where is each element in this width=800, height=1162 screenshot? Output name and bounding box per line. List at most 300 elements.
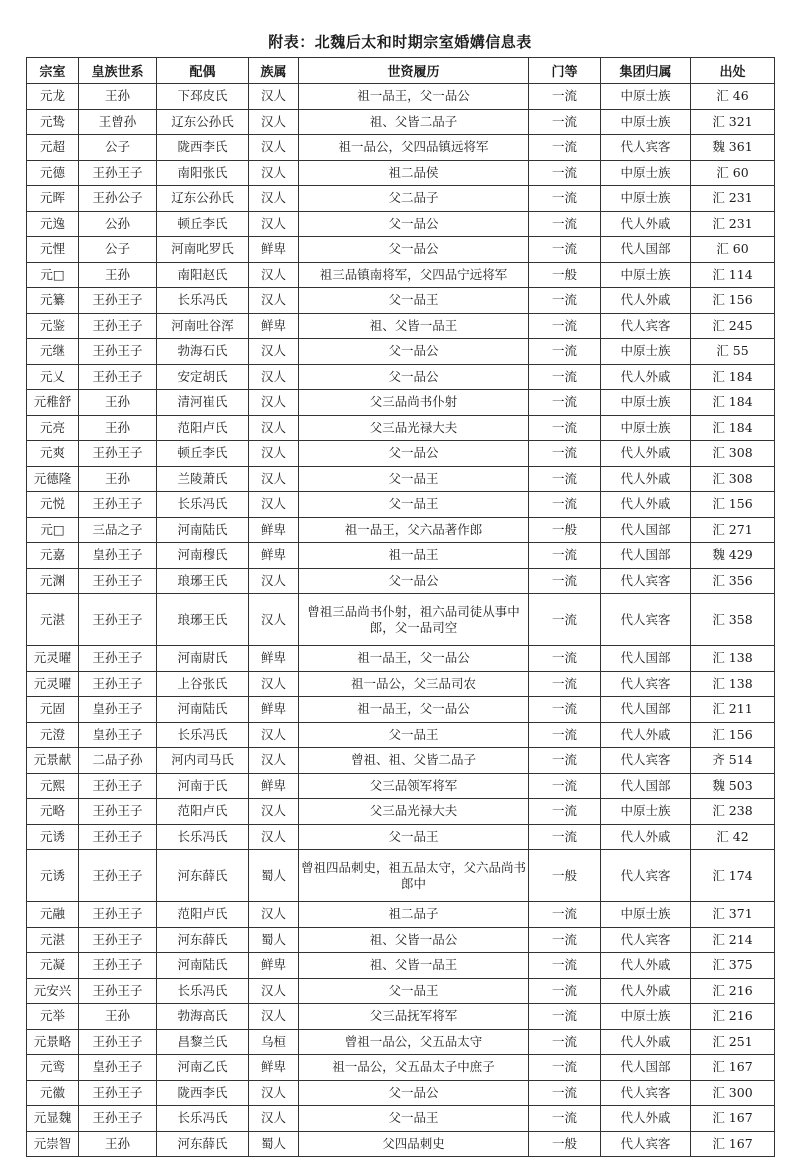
cell-rank: 一流 xyxy=(529,773,601,799)
cell-source: 汇 156 xyxy=(691,492,775,518)
cell-history: 父一品公 xyxy=(299,211,529,237)
cell-rank: 一流 xyxy=(529,594,601,646)
table-row xyxy=(27,390,775,416)
cell-group: 代人外戚 xyxy=(601,953,691,979)
cell-ethnic: 鲜卑 xyxy=(249,1055,299,1081)
cell-group: 中原士族 xyxy=(601,390,691,416)
cell-name: 元略 xyxy=(27,799,79,825)
cell-history: 祖三品镇南将军，父四品宁远将军 xyxy=(299,262,529,288)
table-row xyxy=(27,646,775,672)
cell-history: 父一品王 xyxy=(299,978,529,1004)
cell-rank: 一般 xyxy=(529,850,601,902)
cell-source: 汇 156 xyxy=(691,722,775,748)
cell-spouse: 勃海高氏 xyxy=(157,1004,249,1030)
cell-group: 代人外戚 xyxy=(601,211,691,237)
cell-group: 代人宾客 xyxy=(601,135,691,161)
cell-lineage: 皇孙王子 xyxy=(79,697,157,723)
cell-spouse: 辽东公孙氏 xyxy=(157,186,249,212)
cell-rank: 一流 xyxy=(529,543,601,569)
cell-name: 元鸷 xyxy=(27,109,79,135)
cell-ethnic: 鲜卑 xyxy=(249,773,299,799)
cell-history: 父一品公 xyxy=(299,441,529,467)
cell-group: 中原士族 xyxy=(601,186,691,212)
table-row xyxy=(27,492,775,518)
cell-group: 代人国部 xyxy=(601,697,691,723)
cell-group: 中原士族 xyxy=(601,415,691,441)
table-row xyxy=(27,953,775,979)
cell-source: 汇 245 xyxy=(691,313,775,339)
cell-lineage: 王孙公子 xyxy=(79,186,157,212)
cell-name: 元景略 xyxy=(27,1029,79,1055)
table-row xyxy=(27,1004,775,1030)
cell-source: 汇 231 xyxy=(691,186,775,212)
cell-group: 中原士族 xyxy=(601,799,691,825)
table-row xyxy=(27,211,775,237)
cell-name: 元龙 xyxy=(27,84,79,110)
cell-history: 父三品尚书仆射 xyxy=(299,390,529,416)
cell-ethnic: 汉人 xyxy=(249,671,299,697)
cell-spouse: 河南叱罗氏 xyxy=(157,237,249,263)
cell-rank: 一流 xyxy=(529,237,601,263)
table-row xyxy=(27,773,775,799)
cell-history: 曾祖一品公，父五品太守 xyxy=(299,1029,529,1055)
cell-lineage: 王孙王子 xyxy=(79,1029,157,1055)
cell-group: 代人外戚 xyxy=(601,364,691,390)
cell-group: 代人宾客 xyxy=(601,927,691,953)
header-ethnic: 族属 xyxy=(249,58,299,84)
cell-ethnic: 鲜卑 xyxy=(249,646,299,672)
cell-lineage: 王孙 xyxy=(79,84,157,110)
cell-ethnic: 汉人 xyxy=(249,390,299,416)
cell-lineage: 王孙 xyxy=(79,390,157,416)
cell-ethnic: 鲜卑 xyxy=(249,313,299,339)
cell-history: 父一品公 xyxy=(299,1080,529,1106)
cell-name: 元嘉 xyxy=(27,543,79,569)
cell-lineage: 王孙王子 xyxy=(79,288,157,314)
cell-name: 元凝 xyxy=(27,953,79,979)
cell-ethnic: 汉人 xyxy=(249,824,299,850)
cell-history: 曾祖四品刺史，祖五品太守，父六品尚书郎中 xyxy=(299,850,529,902)
cell-lineage: 王孙 xyxy=(79,1131,157,1157)
cell-rank: 一流 xyxy=(529,697,601,723)
cell-name: 元纂 xyxy=(27,288,79,314)
cell-name: 元熙 xyxy=(27,773,79,799)
cell-source: 汇 55 xyxy=(691,339,775,365)
table-row xyxy=(27,850,775,902)
cell-lineage: 王孙王子 xyxy=(79,594,157,646)
cell-history: 父一品王 xyxy=(299,722,529,748)
cell-spouse: 范阳卢氏 xyxy=(157,415,249,441)
cell-group: 代人宾客 xyxy=(601,850,691,902)
cell-source: 汇 174 xyxy=(691,850,775,902)
cell-rank: 一般 xyxy=(529,1131,601,1157)
cell-rank: 一流 xyxy=(529,568,601,594)
cell-name: 元超 xyxy=(27,135,79,161)
cell-source: 汇 216 xyxy=(691,978,775,1004)
cell-rank: 一流 xyxy=(529,364,601,390)
cell-source: 魏 361 xyxy=(691,135,775,161)
cell-group: 代人国部 xyxy=(601,237,691,263)
cell-source: 汇 356 xyxy=(691,568,775,594)
cell-group: 代人宾客 xyxy=(601,1080,691,1106)
cell-lineage: 王孙王子 xyxy=(79,160,157,186)
cell-group: 代人国部 xyxy=(601,773,691,799)
table-row xyxy=(27,466,775,492)
cell-spouse: 范阳卢氏 xyxy=(157,902,249,928)
cell-history: 父一品公 xyxy=(299,237,529,263)
cell-source: 汇 271 xyxy=(691,517,775,543)
table-row xyxy=(27,84,775,110)
table-row xyxy=(27,441,775,467)
cell-lineage: 王孙王子 xyxy=(79,978,157,1004)
cell-rank: 一般 xyxy=(529,517,601,543)
header-source: 出处 xyxy=(691,58,775,84)
cell-spouse: 顿丘李氏 xyxy=(157,441,249,467)
cell-lineage: 王孙王子 xyxy=(79,492,157,518)
cell-lineage: 王孙王子 xyxy=(79,364,157,390)
cell-lineage: 公子 xyxy=(79,237,157,263)
cell-rank: 一流 xyxy=(529,978,601,1004)
cell-group: 代人外戚 xyxy=(601,288,691,314)
cell-spouse: 勃海石氏 xyxy=(157,339,249,365)
table-row xyxy=(27,186,775,212)
cell-name: 元灵曜 xyxy=(27,671,79,697)
cell-spouse: 顿丘李氏 xyxy=(157,211,249,237)
cell-history: 祖二品子 xyxy=(299,902,529,928)
cell-spouse: 琅琊王氏 xyxy=(157,568,249,594)
cell-source: 汇 184 xyxy=(691,364,775,390)
cell-name: 元灵曜 xyxy=(27,646,79,672)
cell-source: 汇 138 xyxy=(691,646,775,672)
cell-history: 祖一品王，父一品公 xyxy=(299,697,529,723)
cell-spouse: 陇西李氏 xyxy=(157,1080,249,1106)
cell-history: 祖一品公，父三品司农 xyxy=(299,671,529,697)
header-row xyxy=(27,58,775,84)
cell-spouse: 南阳张氏 xyxy=(157,160,249,186)
cell-name: 元徽 xyxy=(27,1080,79,1106)
cell-group: 代人国部 xyxy=(601,543,691,569)
cell-history: 祖一品王，父六品著作郎 xyxy=(299,517,529,543)
cell-group: 代人外戚 xyxy=(601,824,691,850)
cell-spouse: 长乐冯氏 xyxy=(157,288,249,314)
cell-ethnic: 汉人 xyxy=(249,978,299,1004)
cell-history: 父二品子 xyxy=(299,186,529,212)
cell-spouse: 兰陵萧氏 xyxy=(157,466,249,492)
cell-group: 代人宾客 xyxy=(601,748,691,774)
cell-ethnic: 汉人 xyxy=(249,1080,299,1106)
cell-spouse: 南阳赵氏 xyxy=(157,262,249,288)
cell-source: 汇 60 xyxy=(691,237,775,263)
table-row xyxy=(27,671,775,697)
cell-ethnic: 汉人 xyxy=(249,1106,299,1132)
cell-rank: 一流 xyxy=(529,441,601,467)
cell-spouse: 安定胡氏 xyxy=(157,364,249,390)
cell-name: 元晖 xyxy=(27,186,79,212)
cell-rank: 一流 xyxy=(529,1106,601,1132)
header-history: 世资履历 xyxy=(299,58,529,84)
cell-lineage: 王孙 xyxy=(79,466,157,492)
cell-source: 汇 167 xyxy=(691,1106,775,1132)
cell-lineage: 皇孙王子 xyxy=(79,722,157,748)
cell-group: 中原士族 xyxy=(601,339,691,365)
cell-lineage: 王孙 xyxy=(79,415,157,441)
cell-history: 父三品光禄大夫 xyxy=(299,415,529,441)
cell-name: 元亮 xyxy=(27,415,79,441)
header-spouse: 配偶 xyxy=(157,58,249,84)
cell-group: 代人外戚 xyxy=(601,1029,691,1055)
cell-history: 祖一品王 xyxy=(299,543,529,569)
cell-spouse: 辽东公孙氏 xyxy=(157,109,249,135)
cell-name: 元□ xyxy=(27,517,79,543)
cell-source: 魏 429 xyxy=(691,543,775,569)
cell-ethnic: 鲜卑 xyxy=(249,697,299,723)
cell-rank: 一流 xyxy=(529,722,601,748)
cell-name: 元融 xyxy=(27,902,79,928)
cell-history: 祖、父皆一品公 xyxy=(299,927,529,953)
cell-lineage: 三品之子 xyxy=(79,517,157,543)
cell-ethnic: 汉人 xyxy=(249,288,299,314)
cell-spouse: 长乐冯氏 xyxy=(157,1106,249,1132)
cell-rank: 一流 xyxy=(529,211,601,237)
cell-history: 祖、父皆一品王 xyxy=(299,313,529,339)
cell-ethnic: 汉人 xyxy=(249,748,299,774)
cell-lineage: 王孙王子 xyxy=(79,568,157,594)
cell-spouse: 长乐冯氏 xyxy=(157,978,249,1004)
cell-group: 中原士族 xyxy=(601,109,691,135)
cell-rank: 一流 xyxy=(529,109,601,135)
cell-name: 元固 xyxy=(27,697,79,723)
cell-lineage: 王孙王子 xyxy=(79,799,157,825)
table-row xyxy=(27,517,775,543)
cell-group: 代人宾客 xyxy=(601,594,691,646)
header-group: 集团归属 xyxy=(601,58,691,84)
cell-spouse: 河南陆氏 xyxy=(157,953,249,979)
cell-name: 元湛 xyxy=(27,594,79,646)
cell-name: 元□ xyxy=(27,262,79,288)
cell-rank: 一流 xyxy=(529,1029,601,1055)
cell-rank: 一流 xyxy=(529,186,601,212)
cell-source: 汇 167 xyxy=(691,1131,775,1157)
cell-name: 元德 xyxy=(27,160,79,186)
header-rank: 门等 xyxy=(529,58,601,84)
cell-rank: 一般 xyxy=(529,262,601,288)
cell-lineage: 王曾孙 xyxy=(79,109,157,135)
cell-spouse: 河南乙氏 xyxy=(157,1055,249,1081)
cell-rank: 一流 xyxy=(529,902,601,928)
cell-rank: 一流 xyxy=(529,1004,601,1030)
cell-ethnic: 鲜卑 xyxy=(249,517,299,543)
cell-lineage: 公孙 xyxy=(79,211,157,237)
cell-source: 汇 211 xyxy=(691,697,775,723)
cell-lineage: 二品子孙 xyxy=(79,748,157,774)
cell-ethnic: 鲜卑 xyxy=(249,543,299,569)
cell-history: 父三品领军将军 xyxy=(299,773,529,799)
cell-name: 元崇智 xyxy=(27,1131,79,1157)
cell-ethnic: 汉人 xyxy=(249,1004,299,1030)
cell-ethnic: 汉人 xyxy=(249,262,299,288)
cell-group: 代人宾客 xyxy=(601,313,691,339)
cell-name: 元乂 xyxy=(27,364,79,390)
cell-lineage: 王孙 xyxy=(79,262,157,288)
cell-ethnic: 汉人 xyxy=(249,799,299,825)
cell-group: 中原士族 xyxy=(601,84,691,110)
cell-history: 父一品公 xyxy=(299,339,529,365)
cell-rank: 一流 xyxy=(529,646,601,672)
cell-rank: 一流 xyxy=(529,313,601,339)
cell-group: 代人外戚 xyxy=(601,1106,691,1132)
cell-lineage: 王孙王子 xyxy=(79,953,157,979)
cell-source: 魏 503 xyxy=(691,773,775,799)
cell-name: 元景献 xyxy=(27,748,79,774)
table-row xyxy=(27,109,775,135)
cell-rank: 一流 xyxy=(529,135,601,161)
cell-lineage: 公子 xyxy=(79,135,157,161)
cell-spouse: 陇西李氏 xyxy=(157,135,249,161)
cell-group: 代人外戚 xyxy=(601,492,691,518)
cell-ethnic: 鲜卑 xyxy=(249,237,299,263)
cell-ethnic: 汉人 xyxy=(249,186,299,212)
marriage-info-table xyxy=(26,57,775,1157)
cell-spouse: 河南陆氏 xyxy=(157,517,249,543)
cell-ethnic: 汉人 xyxy=(249,364,299,390)
cell-name: 元德隆 xyxy=(27,466,79,492)
cell-spouse: 清河崔氏 xyxy=(157,390,249,416)
cell-rank: 一流 xyxy=(529,1055,601,1081)
cell-ethnic: 蜀人 xyxy=(249,1131,299,1157)
cell-ethnic: 汉人 xyxy=(249,441,299,467)
table-row xyxy=(27,1055,775,1081)
cell-lineage: 王孙王子 xyxy=(79,646,157,672)
cell-spouse: 河南于氏 xyxy=(157,773,249,799)
header-name: 宗室 xyxy=(27,58,79,84)
cell-history: 曾祖三品尚书仆射，祖六品司徒从事中郎，父一品司空 xyxy=(299,594,529,646)
table-row xyxy=(27,1106,775,1132)
cell-name: 元爽 xyxy=(27,441,79,467)
cell-lineage: 王孙王子 xyxy=(79,313,157,339)
cell-name: 元渊 xyxy=(27,568,79,594)
cell-source: 汇 216 xyxy=(691,1004,775,1030)
cell-history: 父一品王 xyxy=(299,1106,529,1132)
table-row xyxy=(27,902,775,928)
cell-group: 代人国部 xyxy=(601,646,691,672)
header-lineage: 皇族世系 xyxy=(79,58,157,84)
cell-rank: 一流 xyxy=(529,390,601,416)
table-row xyxy=(27,237,775,263)
cell-group: 代人国部 xyxy=(601,1055,691,1081)
cell-history: 父一品王 xyxy=(299,492,529,518)
cell-rank: 一流 xyxy=(529,671,601,697)
cell-rank: 一流 xyxy=(529,339,601,365)
cell-ethnic: 汉人 xyxy=(249,109,299,135)
cell-lineage: 皇孙王子 xyxy=(79,543,157,569)
cell-history: 祖一品公，父五品太子中庶子 xyxy=(299,1055,529,1081)
cell-rank: 一流 xyxy=(529,492,601,518)
cell-rank: 一流 xyxy=(529,466,601,492)
table-row xyxy=(27,1080,775,1106)
cell-source: 汇 184 xyxy=(691,390,775,416)
table-row xyxy=(27,927,775,953)
cell-source: 汇 156 xyxy=(691,288,775,314)
cell-ethnic: 汉人 xyxy=(249,722,299,748)
cell-name: 元安兴 xyxy=(27,978,79,1004)
cell-spouse: 河东薛氏 xyxy=(157,1131,249,1157)
table-row xyxy=(27,748,775,774)
cell-history: 祖一品公，父四品镇远将军 xyxy=(299,135,529,161)
cell-source: 汇 231 xyxy=(691,211,775,237)
cell-source: 汇 300 xyxy=(691,1080,775,1106)
cell-history: 父三品光禄大夫 xyxy=(299,799,529,825)
cell-rank: 一流 xyxy=(529,799,601,825)
cell-spouse: 河南陆氏 xyxy=(157,697,249,723)
cell-ethnic: 汉人 xyxy=(249,415,299,441)
cell-group: 代人宾客 xyxy=(601,568,691,594)
table-row xyxy=(27,978,775,1004)
cell-history: 祖二品侯 xyxy=(299,160,529,186)
cell-ethnic: 鲜卑 xyxy=(249,953,299,979)
cell-lineage: 王孙王子 xyxy=(79,902,157,928)
cell-ethnic: 汉人 xyxy=(249,466,299,492)
cell-ethnic: 汉人 xyxy=(249,135,299,161)
cell-ethnic: 汉人 xyxy=(249,594,299,646)
cell-history: 祖一品王，父一品公 xyxy=(299,84,529,110)
table-row xyxy=(27,568,775,594)
cell-name: 元诱 xyxy=(27,824,79,850)
cell-rank: 一流 xyxy=(529,415,601,441)
cell-rank: 一流 xyxy=(529,748,601,774)
cell-source: 汇 251 xyxy=(691,1029,775,1055)
cell-source: 汇 184 xyxy=(691,415,775,441)
cell-lineage: 王孙王子 xyxy=(79,671,157,697)
cell-spouse: 下邳皮氏 xyxy=(157,84,249,110)
cell-source: 汇 46 xyxy=(691,84,775,110)
cell-history: 父四品刺史 xyxy=(299,1131,529,1157)
cell-lineage: 王孙王子 xyxy=(79,1106,157,1132)
cell-lineage: 王孙王子 xyxy=(79,339,157,365)
cell-rank: 一流 xyxy=(529,160,601,186)
cell-lineage: 王孙王子 xyxy=(79,441,157,467)
cell-name: 元诱 xyxy=(27,850,79,902)
table-body xyxy=(27,84,775,1157)
cell-group: 中原士族 xyxy=(601,160,691,186)
cell-ethnic: 蜀人 xyxy=(249,850,299,902)
table-row xyxy=(27,543,775,569)
table-row xyxy=(27,824,775,850)
cell-group: 中原士族 xyxy=(601,902,691,928)
table-row xyxy=(27,160,775,186)
cell-group: 代人外戚 xyxy=(601,466,691,492)
cell-lineage: 皇孙王子 xyxy=(79,1055,157,1081)
cell-rank: 一流 xyxy=(529,953,601,979)
cell-lineage: 王孙王子 xyxy=(79,824,157,850)
cell-name: 元湛 xyxy=(27,927,79,953)
cell-name: 元继 xyxy=(27,339,79,365)
cell-ethnic: 汉人 xyxy=(249,339,299,365)
cell-ethnic: 汉人 xyxy=(249,84,299,110)
cell-ethnic: 汉人 xyxy=(249,211,299,237)
cell-source: 汇 42 xyxy=(691,824,775,850)
cell-spouse: 河东薛氏 xyxy=(157,850,249,902)
cell-history: 父一品王 xyxy=(299,824,529,850)
cell-history: 祖、父皆二品子 xyxy=(299,109,529,135)
cell-spouse: 长乐冯氏 xyxy=(157,824,249,850)
cell-source: 汇 214 xyxy=(691,927,775,953)
cell-group: 代人宾客 xyxy=(601,671,691,697)
cell-spouse: 河内司马氏 xyxy=(157,748,249,774)
cell-rank: 一流 xyxy=(529,824,601,850)
table-row xyxy=(27,339,775,365)
cell-source: 汇 308 xyxy=(691,466,775,492)
cell-spouse: 长乐冯氏 xyxy=(157,722,249,748)
